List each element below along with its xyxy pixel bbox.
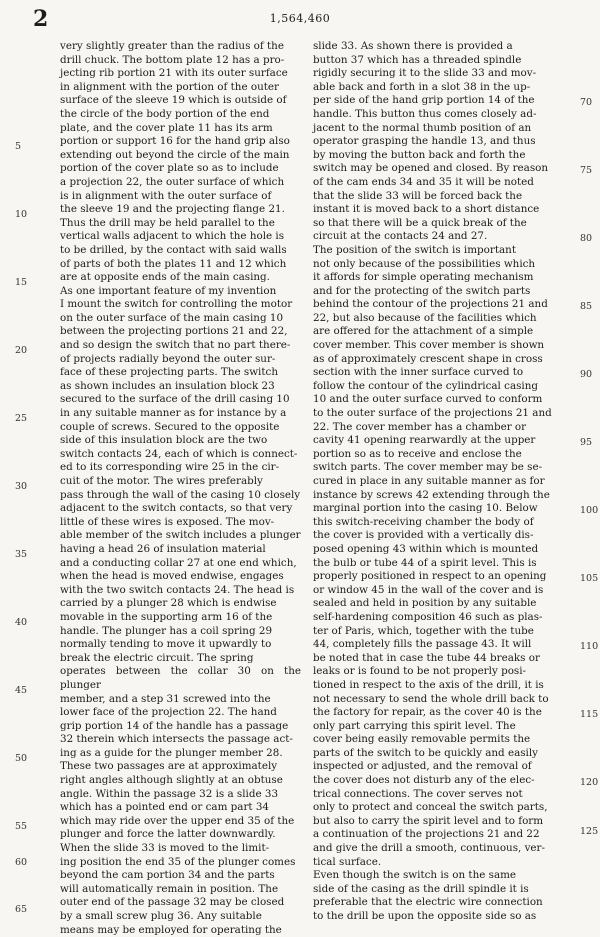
line-number: 65 [15,904,28,915]
right-paragraph-3: Even though the switch is on the same side of the casing as the drill spindle it is preferable that the electric wire connection to the drill be upon the opposite side so as [313,869,543,922]
line-number: 10 [15,209,28,220]
line-number: 85 [580,301,593,312]
line-number: 15 [15,277,28,288]
patent-number: 1,564,460 [269,12,331,25]
line-number: 70 [580,97,593,108]
left-column [60,40,301,937]
line-number: 60 [15,857,28,868]
line-number: 120 [580,777,599,788]
right-column [313,40,564,924]
line-number: 5 [15,141,22,152]
line-number: 25 [15,413,28,424]
line-number: 75 [580,165,593,176]
right-paragraph-2: The position of the switch is important not only because of the possibilities which it affords for simple operating mechanism and for the protecting of the switch parts behind the contour of the projections 21 and 22, but also because of the facilities which are offered for the attachment of a simple cover member. This cover member is shown as of approximately crescent shape in cross section with the inner surface curved to follow the contour of the cylindrical casing 10 and the outer surface curved to conform to the outer surface of the projections 21 and 22. The cover member has a chamber or cavity 41 opening rearwardly at the upper portion so as to receive and enclose the switch parts. The cover member may be se- cured in place in any suitable manner as for instance by screws 42 extending through the marginal portion into the casing 10. Below this switch-receiving chamber the body of the cover is provided with a vertically dis- posed opening 43 within which is mounted the bulb or tube 44 of a spirit level. This is properly positioned in respect to an opening or window 45 in the wall of the cover and is sealed and held in position by any suitable self-hardening composition 46 such as plas- ter of Paris, which, together with the tube 44, completely fills the passage 43. It will be noted that in case the tube 44 breaks or leaks or is found to be not properly posi- tioned in respect to the axis of the drill, it is not necessary to send the whole drill back to the factory for repair, as the cover 40 is the only part carrying this spirit level. The cover being easily removable permits the parts of the switch to be quickly and easily inspected or adjusted, and the removal of the cover does not disturb any of the elec- trical connections. The cover serves not only to protect and conceal the switch parts, but also to carry the spirit level and to form a continuation of the projections 21 and 22 and give the drill a smooth, continuous, ver- tical surface. [313,243,552,868]
line-number: 100 [580,505,599,516]
line-number: 115 [580,709,599,720]
line-number: 40 [15,617,28,628]
line-number: 35 [15,549,28,560]
line-number: 125 [580,826,599,837]
right-paragraph-1: slide 33. As shown there is provided a button 37 which has a threaded spindle rigidly securing it to the slide 33 and mov- able back and forth in a slot 38 in the up- per side of the hand grip portion 14 of the handle. This button thus comes closely ad- jacent to the normal thumb position of an operator grasping the handle 13, and thus by moving the button back and forth the switch may be opened and closed. By reason of the cam ends 34 and 35 it will be noted that the slide 33 will be forced back the instant it is moved back to a short distance so that there will be a quick break of the circuit at the contacts 24 and 27. [313,40,549,243]
line-number: 105 [580,573,599,584]
left-paragraph-1: very slightly greater than the radius of the drill chuck. The bottom plate 12 has a pro- jecting rib portion 21 with its outer surface in alignment with the portion of the outer surface of the sleeve 19 which is outside of the circle of the body portion of the end plate, and the cover plate 11 has its arm portion or support 16 for the hand grip also extending out beyond the circle of the main portion of the cover plate so as to include a projection 22, the outer surface of which is in alignment with the outer surface of the sleeve 19 and the projecting flange 21. Thus the drill may be held parallel to the vertical walls adjacent to which the hole is to be drilled, by the contact with said walls of parts of both the plates 11 and 12 which are at opposite ends of the main casing. [60,40,290,284]
line-number: 90 [580,369,593,380]
line-number: 55 [15,821,28,832]
line-number: 95 [580,437,593,448]
line-number: 20 [15,345,28,356]
left-paragraph-2: As one important feature of my invention I mount the switch for controlling the motor on the outer surface of the main casing 10 between the projecting portions 21 and 22, and so design the switch that no part there- of projects radially beyond the outer sur- face of these projecting parts. The switch as shown includes an insulation block 23 secured to the surface of the drill casing 10 in any suitable manner as for instance by a couple of screws. Secured to the opposite side of this insulation block are the two switch contacts 24, each of which is connect- ed to its corresponding wire 25 in the cir- cuit of the motor. The wires preferably pass through the wall of the casing 10 closely adjacent to the switch contacts, so that very little of these wires is exposed. The mov- able member of the switch includes a plunger having a head 26 of insulation material and a conducting collar 27 at one end which, when the head is moved endwise, engages with the two switch contacts 24. The head is carried by a plunger 28 which is endwise movable in the supporting arm 16 of the handle. The plunger has a coil spring 29 normally tending to move it upwardly to break the electric circuit. The spring operates between the collar 30 on the plunger member, and a step 31 screwed into the lower face of the projection 22. The hand grip portion 14 of the handle has a passage 32 therein which intersects the passage act- ing as a guide for the plunger member 28. These two passages are at approximately right angles although slightly at an obtuse angle. Within the passage 32 is a slide 33 which has a pointed end or cam part 34 which may ride over the upper end 35 of the plunger and force the latter downwardly. When the slide 33 is moved to the limit- ing position the end 35 of the plunger comes beyond the cam portion 34 and the parts will automatically remain in position. The outer end of the passage 32 may be closed by a small screw plug 36. Any suitable means may be employed for operating the [60,284,301,936]
line-number: 30 [15,481,28,492]
page-number: 2 [33,6,49,32]
line-number: 50 [15,753,28,764]
line-number: 45 [15,685,28,696]
line-number: 80 [580,233,593,244]
line-number: 110 [580,641,599,652]
